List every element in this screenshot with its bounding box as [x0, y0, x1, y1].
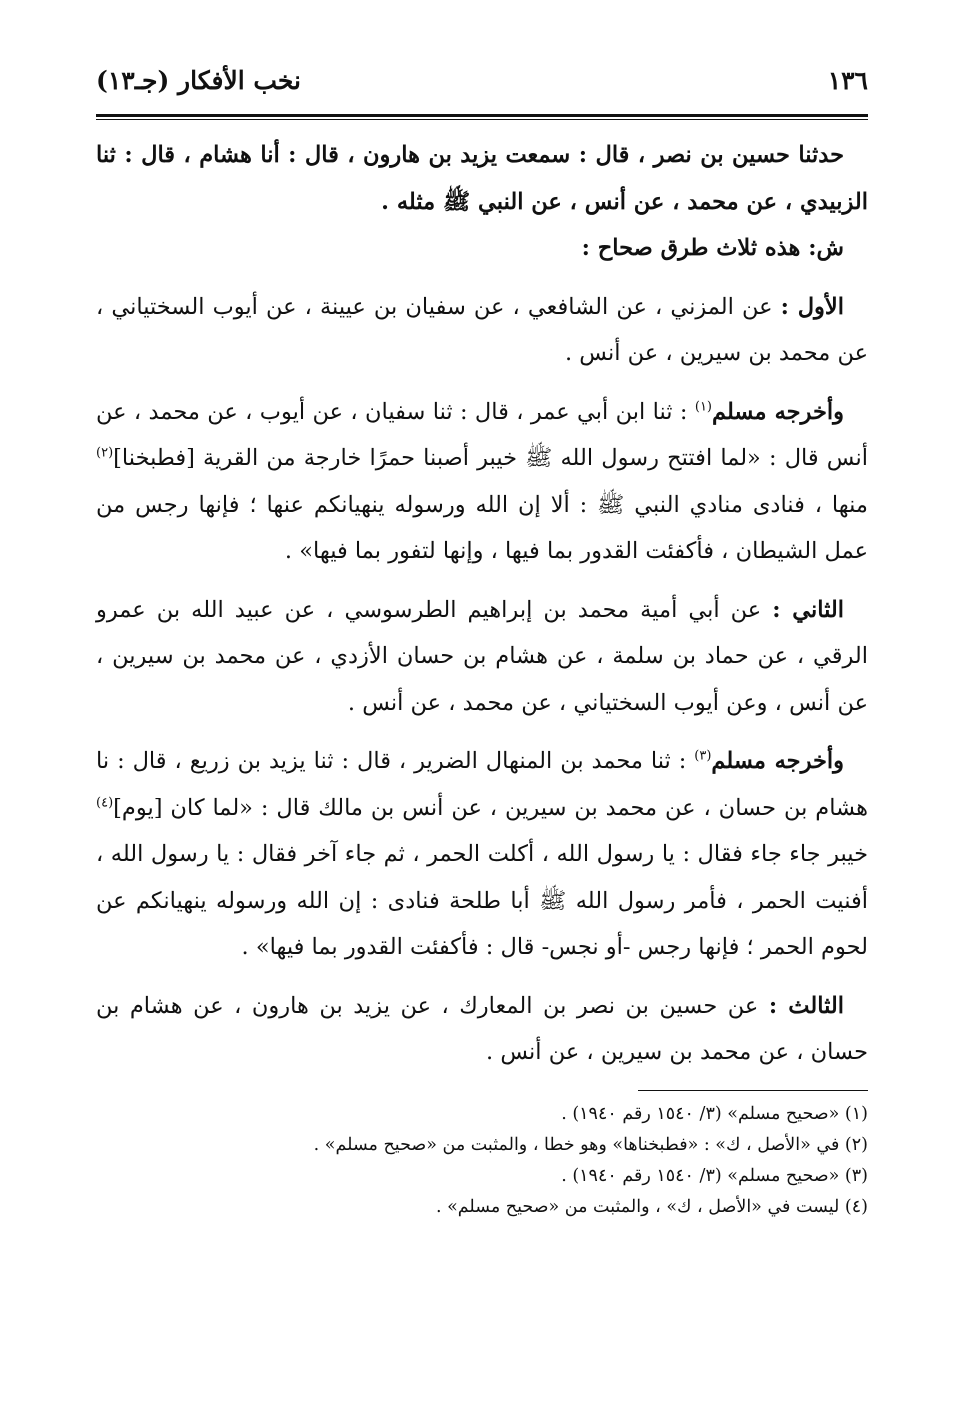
second-route-paragraph: [96, 587, 868, 727]
muslim-1-text-b: منها ، فنادى منادي النبي ﷺ : ألا إن الله ورسوله ينهيانكم عنها ؛ فإنها رجس من عمل الشيطان ، فأكفئت القدور بما فيها ، وإنها لتفور بما فيها» .: [96, 491, 868, 564]
first-route-paragraph: [96, 284, 868, 377]
footnote-3: (٣) «صحيح مسلم» (٣/ ١٥٤٠ رقم ١٩٤٠) .: [561, 1165, 868, 1186]
muslim-narration-1: [96, 389, 868, 575]
muslim-2-text-a: : ثنا محمد بن المنهال الضرير ، قال : ثنا يزيد بن زريع ، قال : نا هشام بن حسان ، عن محمد بن سيرين ، عن أنس بن مالك قال : «لما كان [يوم]: [96, 748, 868, 821]
footnote-1: (١) «صحيح مسلم» (٣/ ١٥٤٠ رقم ١٩٤٠) .: [561, 1103, 868, 1124]
main-text: [96, 132, 868, 1076]
book-page: [96, 66, 868, 1223]
header-divider-thin: [96, 119, 868, 120]
footnote-ref-3[interactable]: (٣): [694, 748, 712, 764]
second-route-text: عن أبي أمية محمد بن إبراهيم الطرسوسي ، عن عبيد الله بن عمرو الرقي ، عن حماد بن سلمة ، عن هشام بن حسان الأزدي ، عن محمد بن سيرين ، عن أنس ، وعن أيوب السختياني ، عن محمد ، عن أنس .: [96, 596, 868, 716]
muslim-1-label: وأخرجه مسلم: [712, 398, 844, 425]
muslim-2-label: وأخرجه مسلم: [711, 748, 845, 774]
book-title: نخب الأفكار (جـ١٣): [96, 66, 302, 95]
footnote-ref-2[interactable]: (٢): [96, 445, 114, 461]
muslim-2-text-b: خيبر جاء جاء فقال : يا رسول الله ، أكلت الحمر ، ثم جاء آخر فقال : يا رسول الله ، أفنيت الحمر ، فأمر رسول الله ﷺ أبا طلحة فنادى : إن الله ورسوله ينهيانكم عن لحوم الحمر ؛ فإنها رجس -أو نجس- قال : فأكفئت القدور بما فيها» .: [96, 841, 868, 960]
footnote-ref-4[interactable]: (٤): [96, 795, 114, 810]
footnote-ref-1[interactable]: (١): [694, 399, 712, 414]
first-route-text: عن المزني ، عن الشافعي ، عن سفيان بن عيينة ، عن أيوب السختياني ، عن محمد بن سيرين ، عن أنس .: [96, 293, 868, 366]
third-route-text: عن حسين بن نصر بن المعارك ، عن يزيد بن هارون ، عن هشام بن حسان ، عن محمد بن سيرين ، عن أنس .: [96, 992, 868, 1065]
footnote-2: (٢) في «الأصل ، ك» : «فطبخناها» وهو خطا ، والمثبت من «صحيح مسلم» .: [313, 1134, 868, 1155]
third-route-label: الثالث :: [768, 992, 845, 1019]
footnote-4: (٤) ليست في «الأصل ، ك» ، والمثبت من «صحيح مسلم» .: [435, 1196, 868, 1217]
chain-intro-paragraph: حدثنا حسين بن نصر ، قال : سمعت يزيد بن هارون ، قال : أنا هشام ، قال : ثنا الزبيدي ، عن محمد ، عن أنس ، عن النبي ﷺ مثله .: [96, 142, 868, 215]
second-route-label: الثاني :: [772, 596, 844, 623]
page-header: [96, 66, 868, 106]
footnotes: [96, 1099, 868, 1223]
footnote-divider: [638, 1090, 868, 1091]
muslim-1-text-a: : ثنا ابن أبي عمر ، قال : ثنا سفيان ، عن أيوب ، عن محمد ، عن أنس قال : «لما افتتح رسول الله ﷺ خيبر أصبنا حمرًا خارجة من القرية [فطبخنا]: [96, 398, 868, 471]
sharh-intro-paragraph: ش: هذه ثلاث طرق صحاح :: [581, 235, 844, 261]
third-route-paragraph: [96, 983, 868, 1076]
header-divider: [96, 114, 868, 117]
muslim-narration-2: [96, 738, 868, 971]
page-number: ١٣٦: [827, 66, 868, 95]
first-route-label: الأول :: [780, 293, 844, 320]
